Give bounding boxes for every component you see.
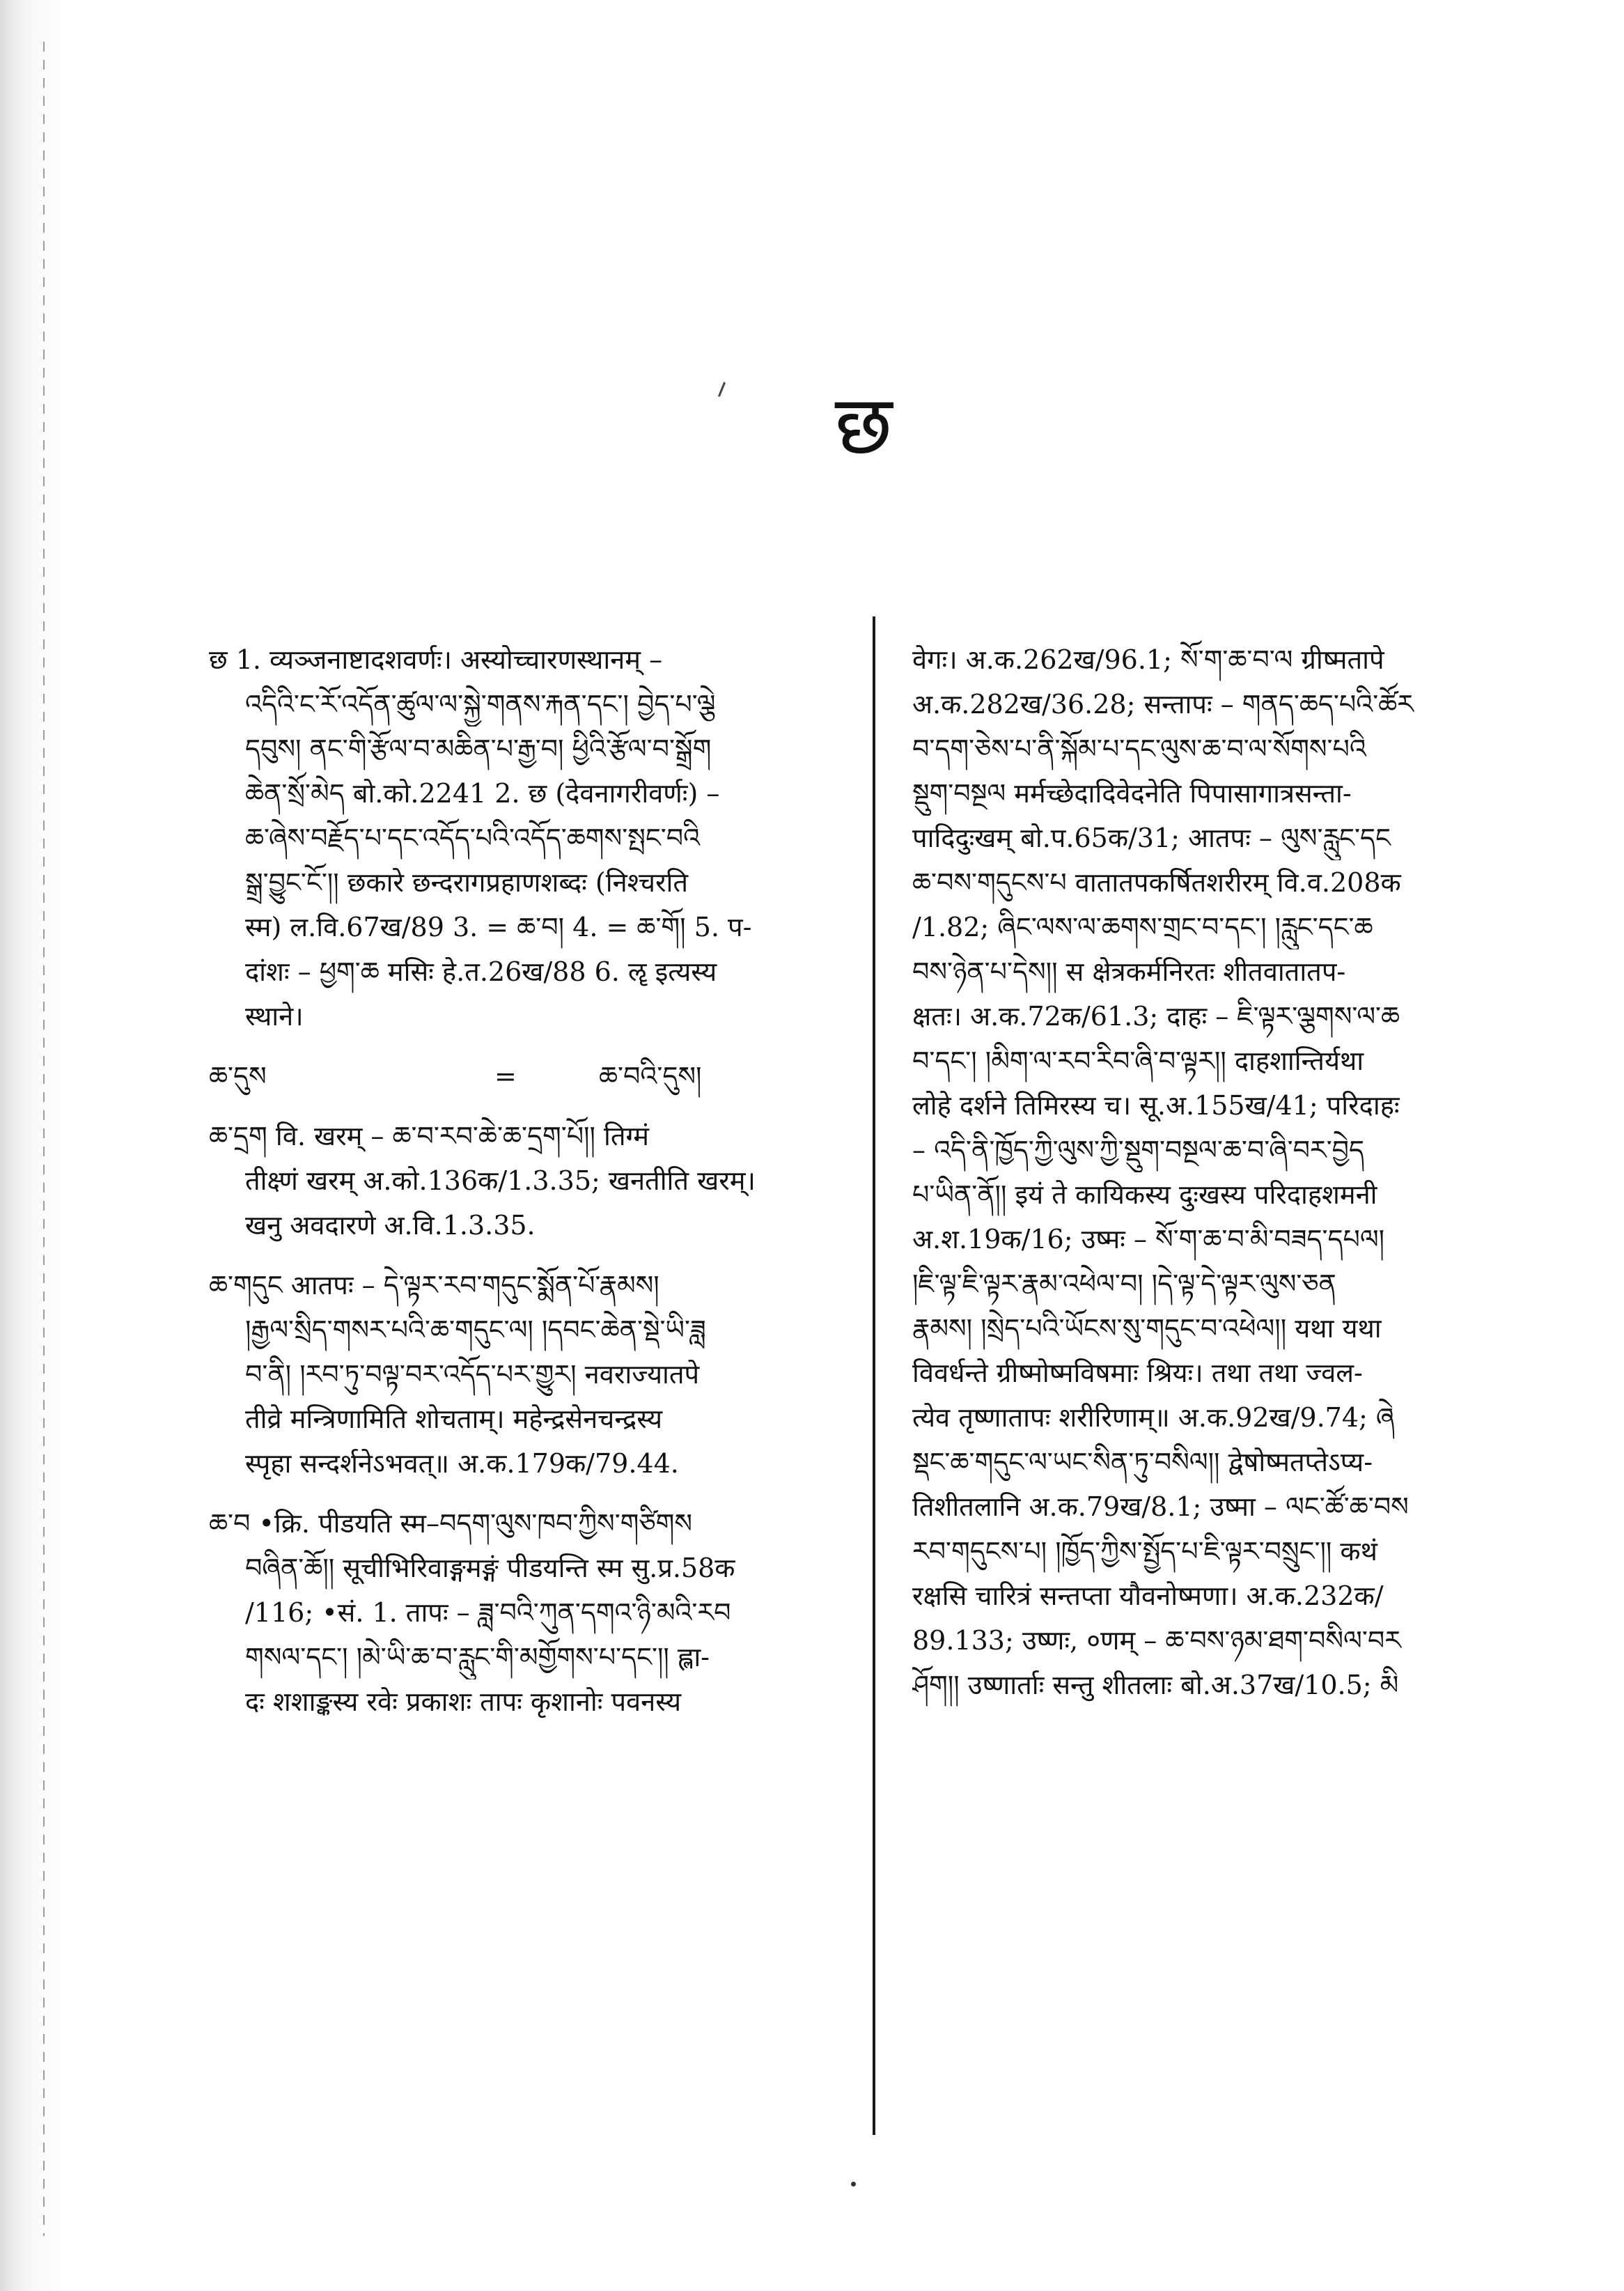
- entry-line: །རྒྱལ་སྲིད་གསར་པའི་ཆ་གདུང་ལ། །དབང་ཆེན་སྡེ་ཡི་ཟླ: [245, 1314, 706, 1345]
- entry-line: तिशीतलानि अ.क.79ख/8.1; उष्मा – ལང་ཚོ་ཆ་བས: [912, 1491, 1409, 1522]
- entry-line: ཆ་བ •क्रि. पीडयति स्म–བདག་ལུས་ཁབ་ཀྱིས་གཙིགས: [209, 1508, 693, 1539]
- entry-line: བཞིན་ཆོ།། सूचीभिरिवाङ्गमङ्गं पीडयन्ति स्म सु.प्र.58क: [245, 1553, 735, 1583]
- entry-line: རབ་གདུངས་པ། །ཁྱོད་ཀྱིས་སྤྱོད་པ་ཇི་ལྟར་བསྲུང་།། कथं: [912, 1536, 1377, 1567]
- entry-line: ཤོག།། उष्णार्ताः सन्तु शीतलाः बो.अ.37ख/10.5; མི: [912, 1670, 1399, 1700]
- entry-line: अ.श.19क/16; उष्मः – སོ་ག་ཆ་བ་མི་བཟད་དཔལ།: [912, 1224, 1385, 1255]
- entry-line: अ.क.282ख/36.28; सन्तापः – གནད་ཆད་པའི་ཚོར: [912, 689, 1414, 720]
- entry-line: क्षतः। अ.क.72क/61.3; दाहः – ཇི་ལྟར་ལྕགས་ལ་ཆ: [912, 1001, 1400, 1032]
- entry-line: छ 1. व्यञ्जनाष्टादशवर्णः। अस्योच्चारणस्थानम् –: [209, 644, 663, 675]
- entry-cha-gdung: [209, 1263, 836, 1486]
- entry-line: རྣམས། །སྲེད་པའི་ཡོངས་སུ་གདུང་བ་འཕེལ།། यथा यथा: [912, 1313, 1382, 1344]
- stray-dot: [851, 2182, 856, 2187]
- column-divider: [873, 616, 875, 2135]
- entry-line: तीव्रे मन्त्रिणामिति शोचताम्। महेन्द्रसेनचन्द्रस्य: [245, 1404, 663, 1434]
- entry-line: སྒྲ་བྱུང་ངོ་།། छकारे छन्दरागप्रहाणशब्दः (निश्चरति: [245, 867, 688, 898]
- scan-edge-shadow: [0, 0, 63, 2291]
- entry-line: བ་ནི། །རབ་ཏུ་བལྟ་བར་འདོད་པར་གྱུར། नवराज्यातपे: [245, 1359, 700, 1390]
- entry-target: ཆ་བའི་དུས།: [599, 1061, 702, 1092]
- entry-cha: [209, 637, 836, 1039]
- entry-line: ཆ་གདུང आतपः – དེ་ལྟར་རབ་གདུང་སྨོན་པོ་རྣམས།: [209, 1270, 659, 1300]
- entry-line: སྡང་ཆ་གདུང་ལ་ཡང་སིན་ཏུ་བསིལ།། द्वेषोष्मतप्तेऽप्य-: [912, 1447, 1373, 1477]
- equals-sign: =: [494, 1061, 517, 1092]
- stray-mark: [718, 382, 726, 397]
- entry-line: 89.133; उष्णः, ०णम् – ཆ་བས་ཉམ་ཐག་བསིལ་བར: [912, 1625, 1401, 1656]
- right-column: [912, 637, 1525, 1707]
- entry-line: स्थाने।: [245, 1001, 304, 1032]
- entry-line: त्येव तृष्णातापः शरीरिणाम्॥ अ.क.92ख/9.74; ཞེ: [912, 1402, 1395, 1433]
- entry-cha-dus: [209, 1054, 836, 1098]
- entry-headword: ཆ་དུས: [209, 1061, 267, 1092]
- entry-cha-drag: [209, 1114, 836, 1248]
- entry-line: पादिदुःखम् बो.प.65क/31; आतपः – ལུས་རླུང་དང: [912, 823, 1391, 853]
- entry-line: /116; •सं. 1. तापः – ཟླ་བའི་ཀུན་དགའ་ཉི་མའི་རབ: [245, 1597, 731, 1628]
- entry-line: स्पृहा सन्दर्शनेऽभवत्॥ अ.क.179क/79.44.: [245, 1448, 679, 1479]
- entry-line: འདིའི་ང་རོ་འདོན་ཚུལ་ལ་སྐྱེ་གནས་རྐན་དང་། བྱེད་པ་ལྕེ: [245, 689, 716, 720]
- entry-line: विवर्धन्ते ग्रीष्मोष्मविषमाः श्रियः। तथा तथा ज्वल-: [912, 1358, 1363, 1388]
- scan-binding-line: [43, 42, 45, 2236]
- entry-line: खनु अवदारणे अ.वि.1.3.35.: [245, 1210, 536, 1241]
- entry-line: /1.82; ཞིང་ལས་ལ་ཆགས་གྲང་བ་དང་། །རླུང་དང་ཆ: [912, 912, 1373, 942]
- entry-line: བས་ཉེན་པ་དེས།། स क्षेत्रकर्मनिरतः शीतवातातप-: [912, 956, 1346, 987]
- entry-line: रक्षसि चारित्रं सन्तप्ता यौवनोष्मणा। अ.क.232क/: [912, 1581, 1384, 1611]
- entry-line: བ་དག་ཅེས་པ་ནི་སྐོམ་པ་དང་ལུས་ཆ་བ་ལ་སོགས་པའི: [912, 733, 1366, 764]
- entry-line: ཆ་བས་གདུངས་པ वातातपकर्षितशरीरम् वि.व.208क: [912, 867, 1401, 898]
- entry-line: སྡུག་བསྔལ मर्मच्छेदादिवेदनेति पिपासागात्रसन्ता-: [912, 778, 1352, 809]
- entry-line: दः शशाङ्कस्य रवेः प्रकाशः तापः कृशानोः पवनस्य: [245, 1686, 682, 1717]
- entry-line: दांशः – ཕྱག་ཆ मसिः हे.त.26ख/88 6. ॡ इत्यस्य: [245, 956, 717, 987]
- entry-line: གསལ་དང་། །མེ་ཡི་ཆ་བ་རླུང་གི་མགྱོགས་པ་དང་།། ह्ला-: [245, 1642, 710, 1672]
- entry-line: ཆ་དྲག वि. खरम् – ཆ་བ་རབ་ཆེ་ཆ་དྲག་པོ།། तिग्मं: [209, 1121, 649, 1151]
- entry-line: པ་ཡིན་ནོ།། इयं ते कायिकस्य दुःखस्य परिदाहशमनी: [912, 1179, 1377, 1210]
- entry-line: वेगः। अ.क.262ख/96.1; སོ་ག་ཆ་བ་ལ ग्रीष्मतापे: [912, 644, 1384, 675]
- left-column: [209, 637, 836, 1739]
- entry-line: स्म) ल.वि.67ख/89 3. = ཆ་བ། 4. = ཆ་གོ། 5. प-: [245, 912, 752, 942]
- entry-line: །ཇི་ལྟ་ཇི་ལྟར་རྣམ་འཕེལ་བ། །དེ་ལྟ་དེ་ལྟར་ལུས་ཅན: [912, 1268, 1336, 1299]
- entry-line: – འདི་ནི་ཁྱོད་ཀྱི་ལུས་ཀྱི་སྡུག་བསྔལ་ཆ་བ་ཞི་བར་བྱེད: [912, 1135, 1365, 1165]
- entry-line: तीक्ष्णं खरम् अ.को.136क/1.3.35; खनतीति खरम्।: [245, 1165, 756, 1196]
- entry-line: བ་དང་། །མིག་ལ་རབ་རིབ་ཞི་བ་ལྟར།། दाहशान्तिर्यथा: [912, 1046, 1364, 1076]
- entry-line: ཆེན་སྲོ་མེད बो.को.2241 2. छ (देवनागरीवर्णः) –: [245, 778, 720, 809]
- entry-line: ཆ་ཞེས་བརྗོད་པ་དང་འདོད་པའི་འདོད་ཆགས་སྤང་བའི: [245, 823, 701, 853]
- entry-line: लोहे दर्शने तिमिरस्य च। सू.अ.155ख/41; परिदाहः: [912, 1090, 1400, 1121]
- entry-line: དབུས། ནང་གི་རྩོལ་བ་མཆིན་པ་རྒྱ་བ། ཕྱིའི་རྩོལ་བ་སྒྲོག: [245, 733, 712, 764]
- page-header-letter: छ: [834, 377, 893, 473]
- entry-cha-ba: [209, 1501, 836, 1724]
